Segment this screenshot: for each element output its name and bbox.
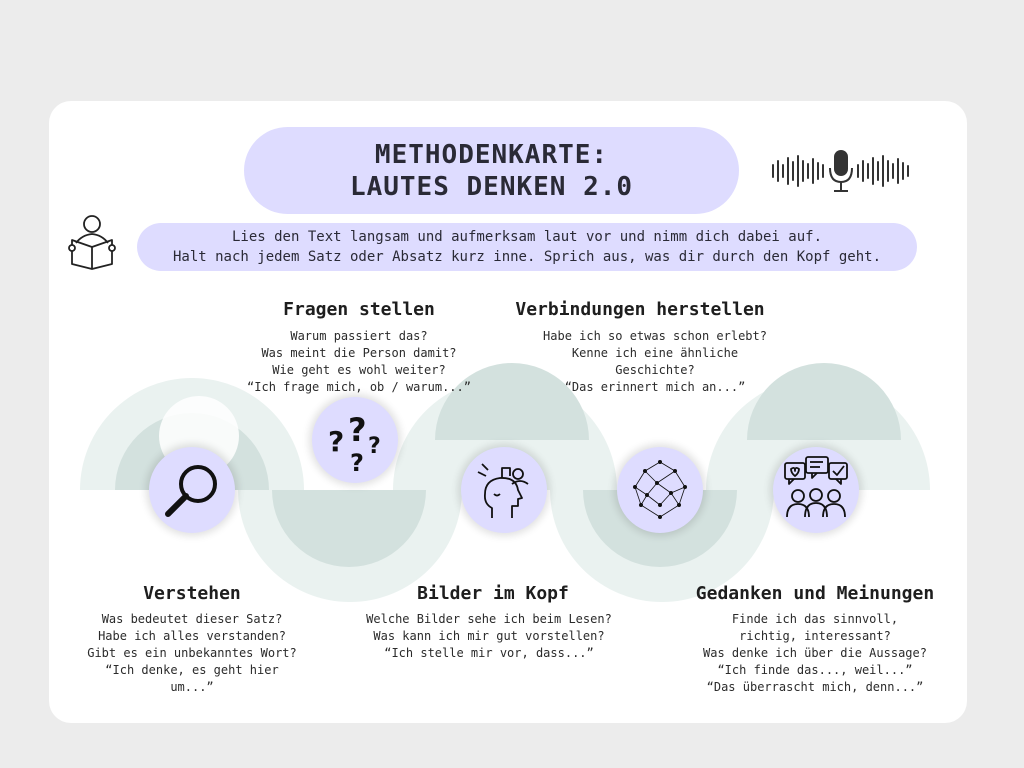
step-verbindungen-title: Verbindungen herstellen bbox=[515, 299, 765, 320]
step-gedanken-circle bbox=[773, 447, 859, 533]
step-verstehen-line: um...” bbox=[170, 680, 214, 694]
thinking-head-icon bbox=[472, 458, 536, 522]
svg-text:?: ? bbox=[350, 449, 364, 475]
step-fragen-line: Was meint die Person damit? bbox=[261, 346, 457, 360]
step-gedanken-title: Gedanken und Meinungen bbox=[695, 583, 935, 604]
step-bilder-text bbox=[349, 611, 629, 662]
intro-line-1: Lies den Text langsam und aufmerksam laut vor und nimm dich dabei auf. bbox=[231, 229, 822, 245]
step-fragen-circle bbox=[312, 397, 398, 483]
title-line-2: LAUTES DENKEN 2.0 bbox=[349, 171, 634, 202]
step-verbindungen-line: “Das erinnert mich an...” bbox=[564, 380, 746, 394]
step-fragen-text bbox=[219, 328, 499, 396]
step-bilder-title: Bilder im Kopf bbox=[417, 583, 569, 604]
reading-person-icon bbox=[68, 213, 118, 271]
step-verstehen-text bbox=[72, 611, 312, 696]
step-verstehen-title: Verstehen bbox=[143, 583, 241, 604]
step-gedanken-line: “Das überrascht mich, denn...” bbox=[706, 680, 924, 694]
step-fragen-title: Fragen stellen bbox=[283, 299, 435, 320]
network-globe-icon bbox=[627, 457, 693, 523]
svg-text:?: ? bbox=[328, 425, 345, 458]
step-fragen-line: Warum passiert das? bbox=[290, 329, 428, 343]
step-gedanken-line: Was denke ich über die Aussage? bbox=[703, 646, 927, 660]
step-verstehen-line: Was bedeutet dieser Satz? bbox=[101, 612, 283, 626]
step-bilder-circle bbox=[461, 447, 547, 533]
step-verbindungen-text bbox=[515, 328, 795, 396]
step-verstehen-line: Gibt es ein unbekanntes Wort? bbox=[87, 646, 297, 660]
step-gedanken-line: “Ich finde das..., weil...” bbox=[717, 663, 913, 677]
step-verstehen-circle bbox=[149, 447, 235, 533]
intro-line-2: Halt nach jedem Satz oder Absatz kurz inne. Sprich aus, was dir durch den Kopf geht. bbox=[172, 249, 881, 265]
svg-text:?: ? bbox=[348, 411, 367, 449]
step-verbindungen-circle bbox=[617, 447, 703, 533]
step-fragen-line: Wie geht es wohl weiter? bbox=[272, 363, 446, 377]
question-marks-icon bbox=[320, 405, 390, 475]
step-verbindungen-line: Habe ich so etwas schon erlebt? bbox=[543, 329, 767, 343]
step-gedanken-line: Finde ich das sinnvoll, bbox=[731, 612, 899, 626]
svg-text:?: ? bbox=[368, 434, 381, 459]
title-line-1: METHODENKARTE: bbox=[374, 139, 609, 170]
intro-banner bbox=[137, 223, 917, 271]
group-discussion-icon bbox=[781, 455, 851, 525]
title-banner bbox=[244, 127, 739, 214]
step-verbindungen-line: Kenne ich eine ähnliche bbox=[571, 346, 739, 360]
step-verstehen-line: Habe ich alles verstanden? bbox=[98, 629, 286, 643]
microphone-waveform-icon bbox=[770, 148, 912, 194]
step-gedanken-text bbox=[680, 611, 950, 696]
step-bilder-line: Welche Bilder sehe ich beim Lesen? bbox=[366, 612, 612, 626]
step-fragen-line: “Ich frage mich, ob / warum...” bbox=[247, 380, 471, 394]
step-gedanken-line: richtig, interessant? bbox=[739, 629, 891, 643]
step-bilder-line: “Ich stelle mir vor, dass...” bbox=[384, 646, 594, 660]
step-verstehen-line: “Ich denke, es geht hier bbox=[105, 663, 279, 677]
step-bilder-line: Was kann ich mir gut vorstellen? bbox=[373, 629, 605, 643]
step-verbindungen-line: Geschichte? bbox=[615, 363, 695, 377]
magnifier-icon bbox=[162, 460, 222, 520]
